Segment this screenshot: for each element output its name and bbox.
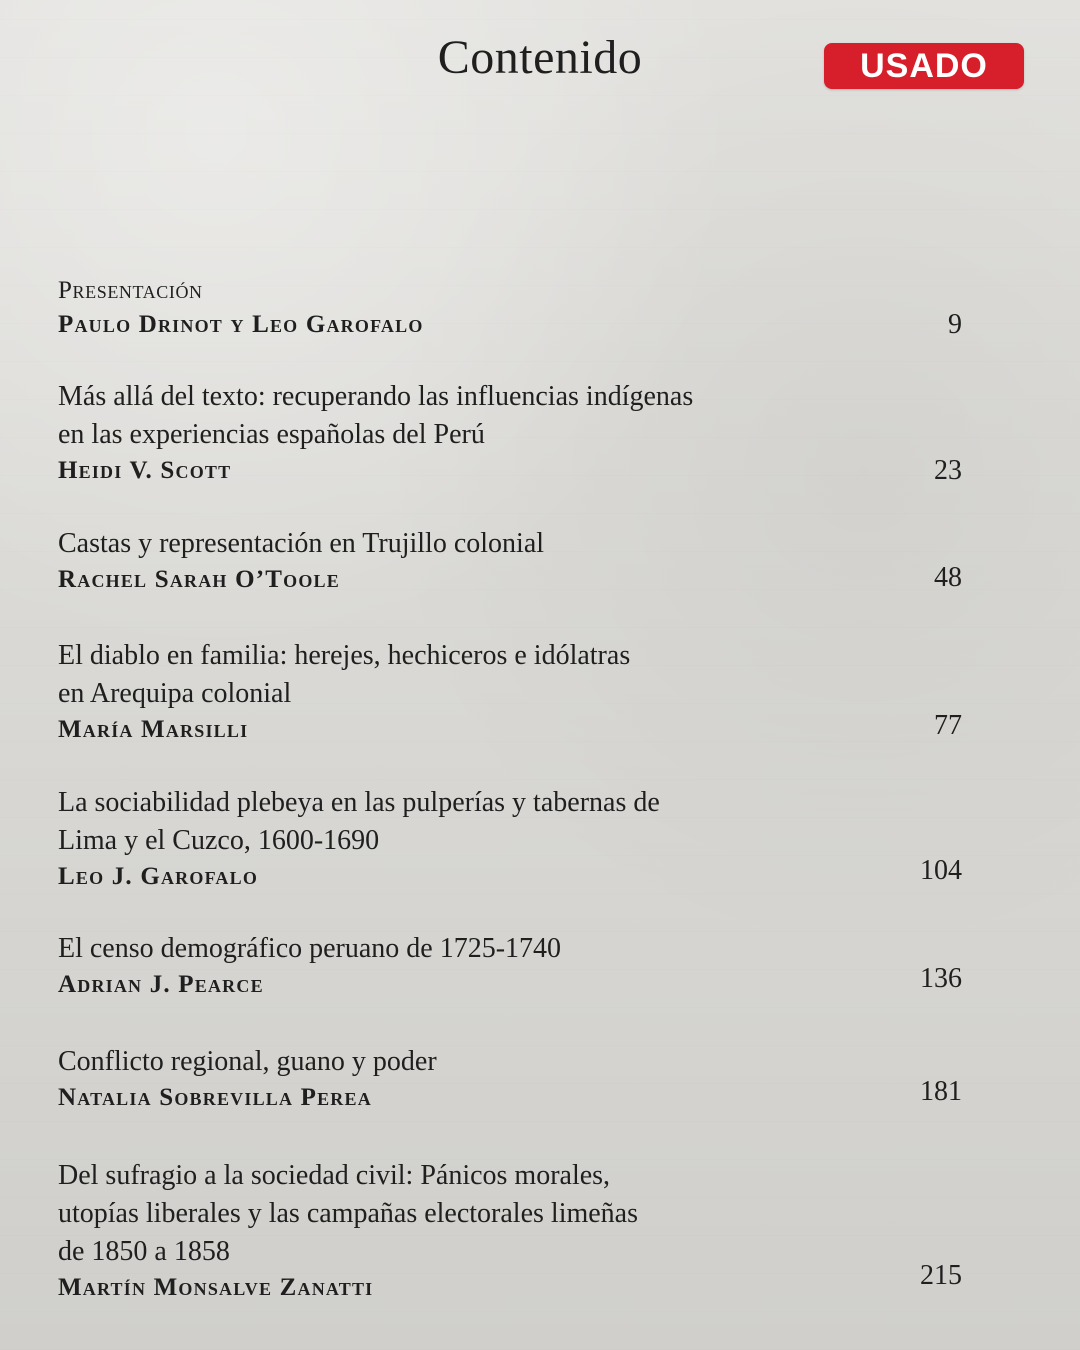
used-badge: USADO	[824, 43, 1024, 89]
toc-entry-page: 23	[934, 455, 962, 486]
toc-entry-page: 9	[948, 309, 962, 340]
toc-entry-title: Presentación	[58, 277, 203, 304]
toc-entry-author: Leo J. Garofalo	[58, 863, 259, 890]
toc-entry-title: La sociabilidad plebeya en las pulperías y tabernas de Lima y el Cuzco, 1600-1690	[58, 787, 660, 856]
toc-entry-page: 181	[920, 1076, 962, 1107]
toc-entry-mas-alla-del-texto	[58, 378, 1022, 488]
toc-entry-castas	[58, 525, 1022, 597]
page-title: Contenido	[437, 31, 643, 84]
toc-entry-title: El censo demográfico peruano de 1725-1740	[58, 933, 562, 964]
toc-entry-del-sufragio	[58, 1157, 1022, 1305]
toc-entry-author: Natalia Sobrevilla Perea	[58, 1084, 372, 1111]
toc-entry-diablo-en-familia	[58, 637, 1022, 747]
toc-entry-author: Heidi V. Scott	[58, 457, 232, 484]
toc-entry-author: Rachel Sarah O’Toole	[58, 566, 340, 593]
toc-entry-title: Castas y representación en Trujillo colonial	[58, 528, 545, 559]
toc-entry-sociabilidad-plebeya	[58, 784, 1022, 894]
toc-entry-conflicto-regional	[58, 1043, 1022, 1115]
toc-entry-censo-demografico	[58, 930, 1022, 1002]
toc-entry-title: Más allá del texto: recuperando las influencias indígenas en las experiencias españolas del Perú	[58, 381, 694, 450]
toc-entry-author: Paulo Drinot y Leo Garofalo	[58, 311, 424, 338]
toc-entry-page: 215	[920, 1260, 962, 1291]
toc-entry-page: 48	[934, 562, 962, 593]
toc-entry-title: Del sufragio a la sociedad civil: Pánicos morales, utopías liberales y las campañas electorales limeñas de 1850 a 1858	[58, 1160, 639, 1267]
toc-entry-author: Martín Monsalve Zanatti	[58, 1274, 374, 1301]
toc-entry-author: Adrian J. Pearce	[58, 971, 264, 998]
toc-entry-page: 77	[934, 710, 962, 741]
toc-entry-page: 136	[920, 963, 962, 994]
toc-entry-author: María Marsilli	[58, 716, 249, 743]
toc-entry-title: El diablo en familia: herejes, hechiceros e idólatras en Arequipa colonial	[58, 640, 631, 709]
toc-entry-page: 104	[920, 855, 962, 886]
toc-entry-title: Conflicto regional, guano y poder	[58, 1046, 437, 1077]
toc-entry-presentacion	[58, 274, 1022, 342]
